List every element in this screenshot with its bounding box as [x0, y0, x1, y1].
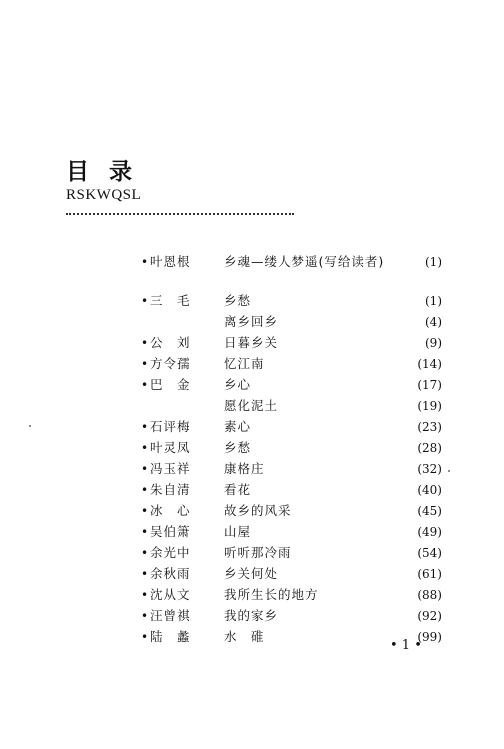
toc-page: (61): [417, 567, 442, 581]
toc-page: (28): [417, 441, 442, 455]
toc-author: 冰 心: [150, 503, 191, 518]
toc-author: 沈从文: [150, 587, 191, 602]
toc-title: 素心: [224, 419, 252, 434]
toc-author: 方令孺: [150, 356, 191, 371]
toc-page: (88): [417, 588, 442, 602]
toc-row[interactable]: [0, 253, 504, 271]
bullet-icon: •: [141, 546, 149, 560]
bullet-icon: •: [141, 441, 149, 455]
toc-author: 叶灵凤: [150, 440, 191, 455]
toc-row[interactable]: [0, 418, 504, 436]
toc-author: 朱自清: [150, 482, 191, 497]
bullet-icon: •: [141, 462, 149, 476]
scan-speck: [448, 470, 450, 472]
bullet-icon: •: [141, 483, 149, 497]
toc-title: 乡愁: [224, 293, 252, 308]
toc-author: 汪曾祺: [150, 608, 191, 623]
toc-title: 离乡回乡: [224, 314, 279, 329]
toc-row[interactable]: [0, 502, 504, 520]
toc-page: (45): [417, 504, 442, 518]
page-number: • 1 •: [390, 638, 422, 653]
toc-author: 石评梅: [150, 419, 191, 434]
scan-speck: [29, 425, 31, 427]
toc-page: (32): [417, 462, 442, 476]
toc-row[interactable]: [0, 628, 504, 646]
bullet-icon: •: [141, 609, 149, 623]
toc-author: 叶恩根: [150, 254, 191, 269]
toc-title: 乡心: [224, 377, 252, 392]
toc-title: 我所生长的地方: [224, 587, 319, 602]
toc-row[interactable]: [0, 586, 504, 604]
toc-author: 余秋雨: [150, 566, 191, 581]
toc-title: 康格庄: [224, 461, 265, 476]
toc-row[interactable]: [0, 523, 504, 541]
page-title: 目 录: [66, 159, 139, 185]
toc-title: 我的家乡: [224, 608, 279, 623]
toc-page: (4): [425, 315, 442, 329]
toc-page: (40): [417, 483, 442, 497]
toc-page: (19): [417, 399, 442, 413]
toc-page: (1): [425, 294, 442, 308]
page-subtitle: RSKWQSL: [66, 187, 142, 203]
toc-title: 乡愁: [224, 440, 252, 455]
toc-page: (54): [417, 546, 442, 560]
toc-row[interactable]: [0, 397, 504, 415]
toc-row[interactable]: [0, 376, 504, 394]
toc-title: 忆江南: [224, 356, 265, 371]
toc-author: 公 刘: [150, 335, 191, 350]
toc-author: 巴 金: [150, 377, 191, 392]
toc-title: 听听那冷雨: [224, 545, 292, 560]
toc-page: (99): [417, 630, 442, 644]
toc-row[interactable]: [0, 607, 504, 625]
toc-row[interactable]: [0, 334, 504, 352]
toc-title: 山屋: [224, 524, 252, 539]
toc-title: 乡魂—缕人梦遥(写给读者): [224, 254, 385, 269]
toc-title: 日暮乡关: [224, 335, 279, 350]
bullet-icon: •: [141, 504, 149, 518]
toc-author: 余光中: [150, 545, 191, 560]
toc-author: 陆 蠡: [150, 629, 191, 644]
toc-page: (23): [417, 420, 442, 434]
bullet-icon: •: [141, 378, 149, 392]
bullet-icon: •: [141, 357, 149, 371]
bullet-icon: •: [141, 630, 149, 644]
toc-page: (1): [425, 255, 442, 269]
toc-page: (92): [417, 609, 442, 623]
bullet-icon: •: [141, 255, 149, 269]
toc-page: (9): [425, 336, 442, 350]
bullet-icon: •: [141, 336, 149, 350]
bullet-icon: •: [141, 294, 149, 308]
toc-page: (14): [417, 357, 442, 371]
toc-row[interactable]: [0, 481, 504, 499]
toc-author: 冯玉祥: [150, 461, 191, 476]
toc-row[interactable]: [0, 544, 504, 562]
toc-row[interactable]: [0, 355, 504, 373]
toc-title: 看花: [224, 482, 252, 497]
toc-title: 愿化泥土: [224, 398, 279, 413]
bullet-icon: •: [141, 420, 149, 434]
bullet-icon: •: [141, 525, 149, 539]
toc-page: (17): [417, 378, 442, 392]
toc-title: 水 碓: [224, 629, 265, 644]
toc-page: (49): [417, 525, 442, 539]
toc-author: 三 毛: [150, 293, 191, 308]
toc-title: 乡关何处: [224, 566, 279, 581]
toc-row[interactable]: [0, 292, 504, 310]
toc-row[interactable]: [0, 565, 504, 583]
toc-row[interactable]: [0, 313, 504, 331]
bullet-icon: •: [141, 588, 149, 602]
bullet-icon: •: [141, 567, 149, 581]
toc-author: 吴伯箫: [150, 524, 191, 539]
toc-row[interactable]: [0, 439, 504, 457]
toc-title: 故乡的风采: [224, 503, 292, 518]
toc-row[interactable]: [0, 460, 504, 478]
